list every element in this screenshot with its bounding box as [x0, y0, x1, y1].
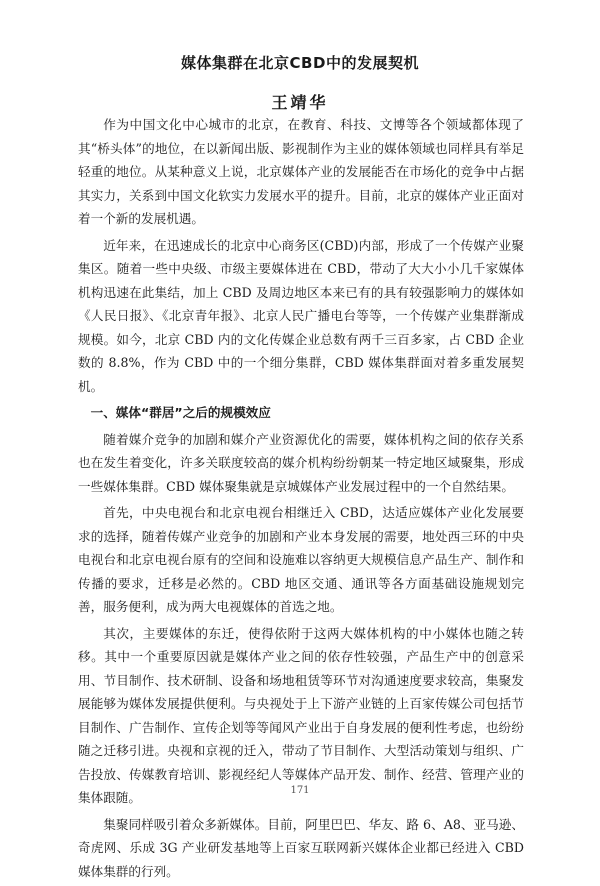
document-title: 媒体集群在北京CBD中的发展契机: [181, 54, 419, 72]
paragraph: 其次，主要媒体的东迁，使得依附于这两大媒体机构的中小媒体也随之转移。其中一个重要原因就是媒体产业之间的依存性较强，产品生产中的创意采用、节目制作、技术研制、设备和场地租赁等环节对沟通速度要求较高，集聚发展能够为媒体发展提供便利。与央视处于上下游产业链的上百家传媒公司包括节目制作、广告制作、宣传企划等等闻风产业出于自身发展的便利性考虑，也纷纷随之迁移引进。央视和京视的迁入，带动了节目制作、大型活动策划与组织、广告投放、传媒教育培训、影视经纪人等媒体产品开发、制作、经营、管理产业的集体跟随。: [78, 625, 524, 805]
author-name: 王靖华: [271, 93, 329, 112]
paragraph: 首先，中央电视台和北京电视台相继迁入 CBD，达适应媒体产业化发展要求的选择，随着传媒产业竞争的加剧和产业本身发展的需要，地处西三环的中央电视台和北京电视台原有的空间和设施难以容纳更大规模信息产品生产、制作和传播的要求，迁移是必然的。CBD 地区交通、通讯等各方面基础设施规划完善，服务便利，成为两大电视媒体的首选之地。: [78, 505, 524, 614]
paragraph: 随着媒介竞争的加剧和媒介产业资源优化的需要，媒体机构之间的依存关系也在发生着变化，许多关联度较高的媒介机构纷纷朝某一特定地区域聚集，形成一些媒体集群。CBD 媒体聚集就是京城媒体产业发展过程中的一个自然结果。: [78, 431, 524, 494]
paragraph: 近年来，在迅速成长的北京中心商务区(CBD)内部，形成了一个传媒产业聚集区。随着一些中央级、市级主要媒体进在 CBD，带动了大大小小几千家媒体机构迅速在此集结，加上 CBD 及周边地区本来已有的具有较强影响力的媒体如《人民日报》、《北京青年报》、北京人民广播电台等等，一个传媒产业集群渐成规模。如今，北京 CBD 内的文化传媒企业总数有两千三百多家，占 CBD 企业数的 8.8%，作为 CBD 中的一个细分集群，CBD 媒体集群面对着多重发展契机。: [78, 237, 524, 394]
paragraph: 集聚同样吸引着众多新媒体。目前，阿里巴巴、华友、路 6、A8、亚马逊、奇虎网、乐成 3G 产业研发基地等上百家互联网新兴媒体企业都已经进入 CBD 媒体集群的行列。: [78, 816, 524, 879]
page-number: 171: [290, 785, 310, 796]
document-body: [78, 113, 524, 886]
paragraph: 作为中国文化中心城市的北京，在教育、科技、文博等各个领域都体现了其“桥头体”的地位，在以新闻出版、影视制作为主业的媒体领域也同样具有举足轻重的地位。从某种意义上说，北京媒体产业的发展能否在市场化的竞争中占据其实力，关系到中国文化软实力发展水平的提升。目前，北京的媒体产业正面对着一个新的发展机遇。: [78, 117, 524, 226]
section-heading: 一、媒体“群居”之后的规模效应: [90, 405, 271, 420]
